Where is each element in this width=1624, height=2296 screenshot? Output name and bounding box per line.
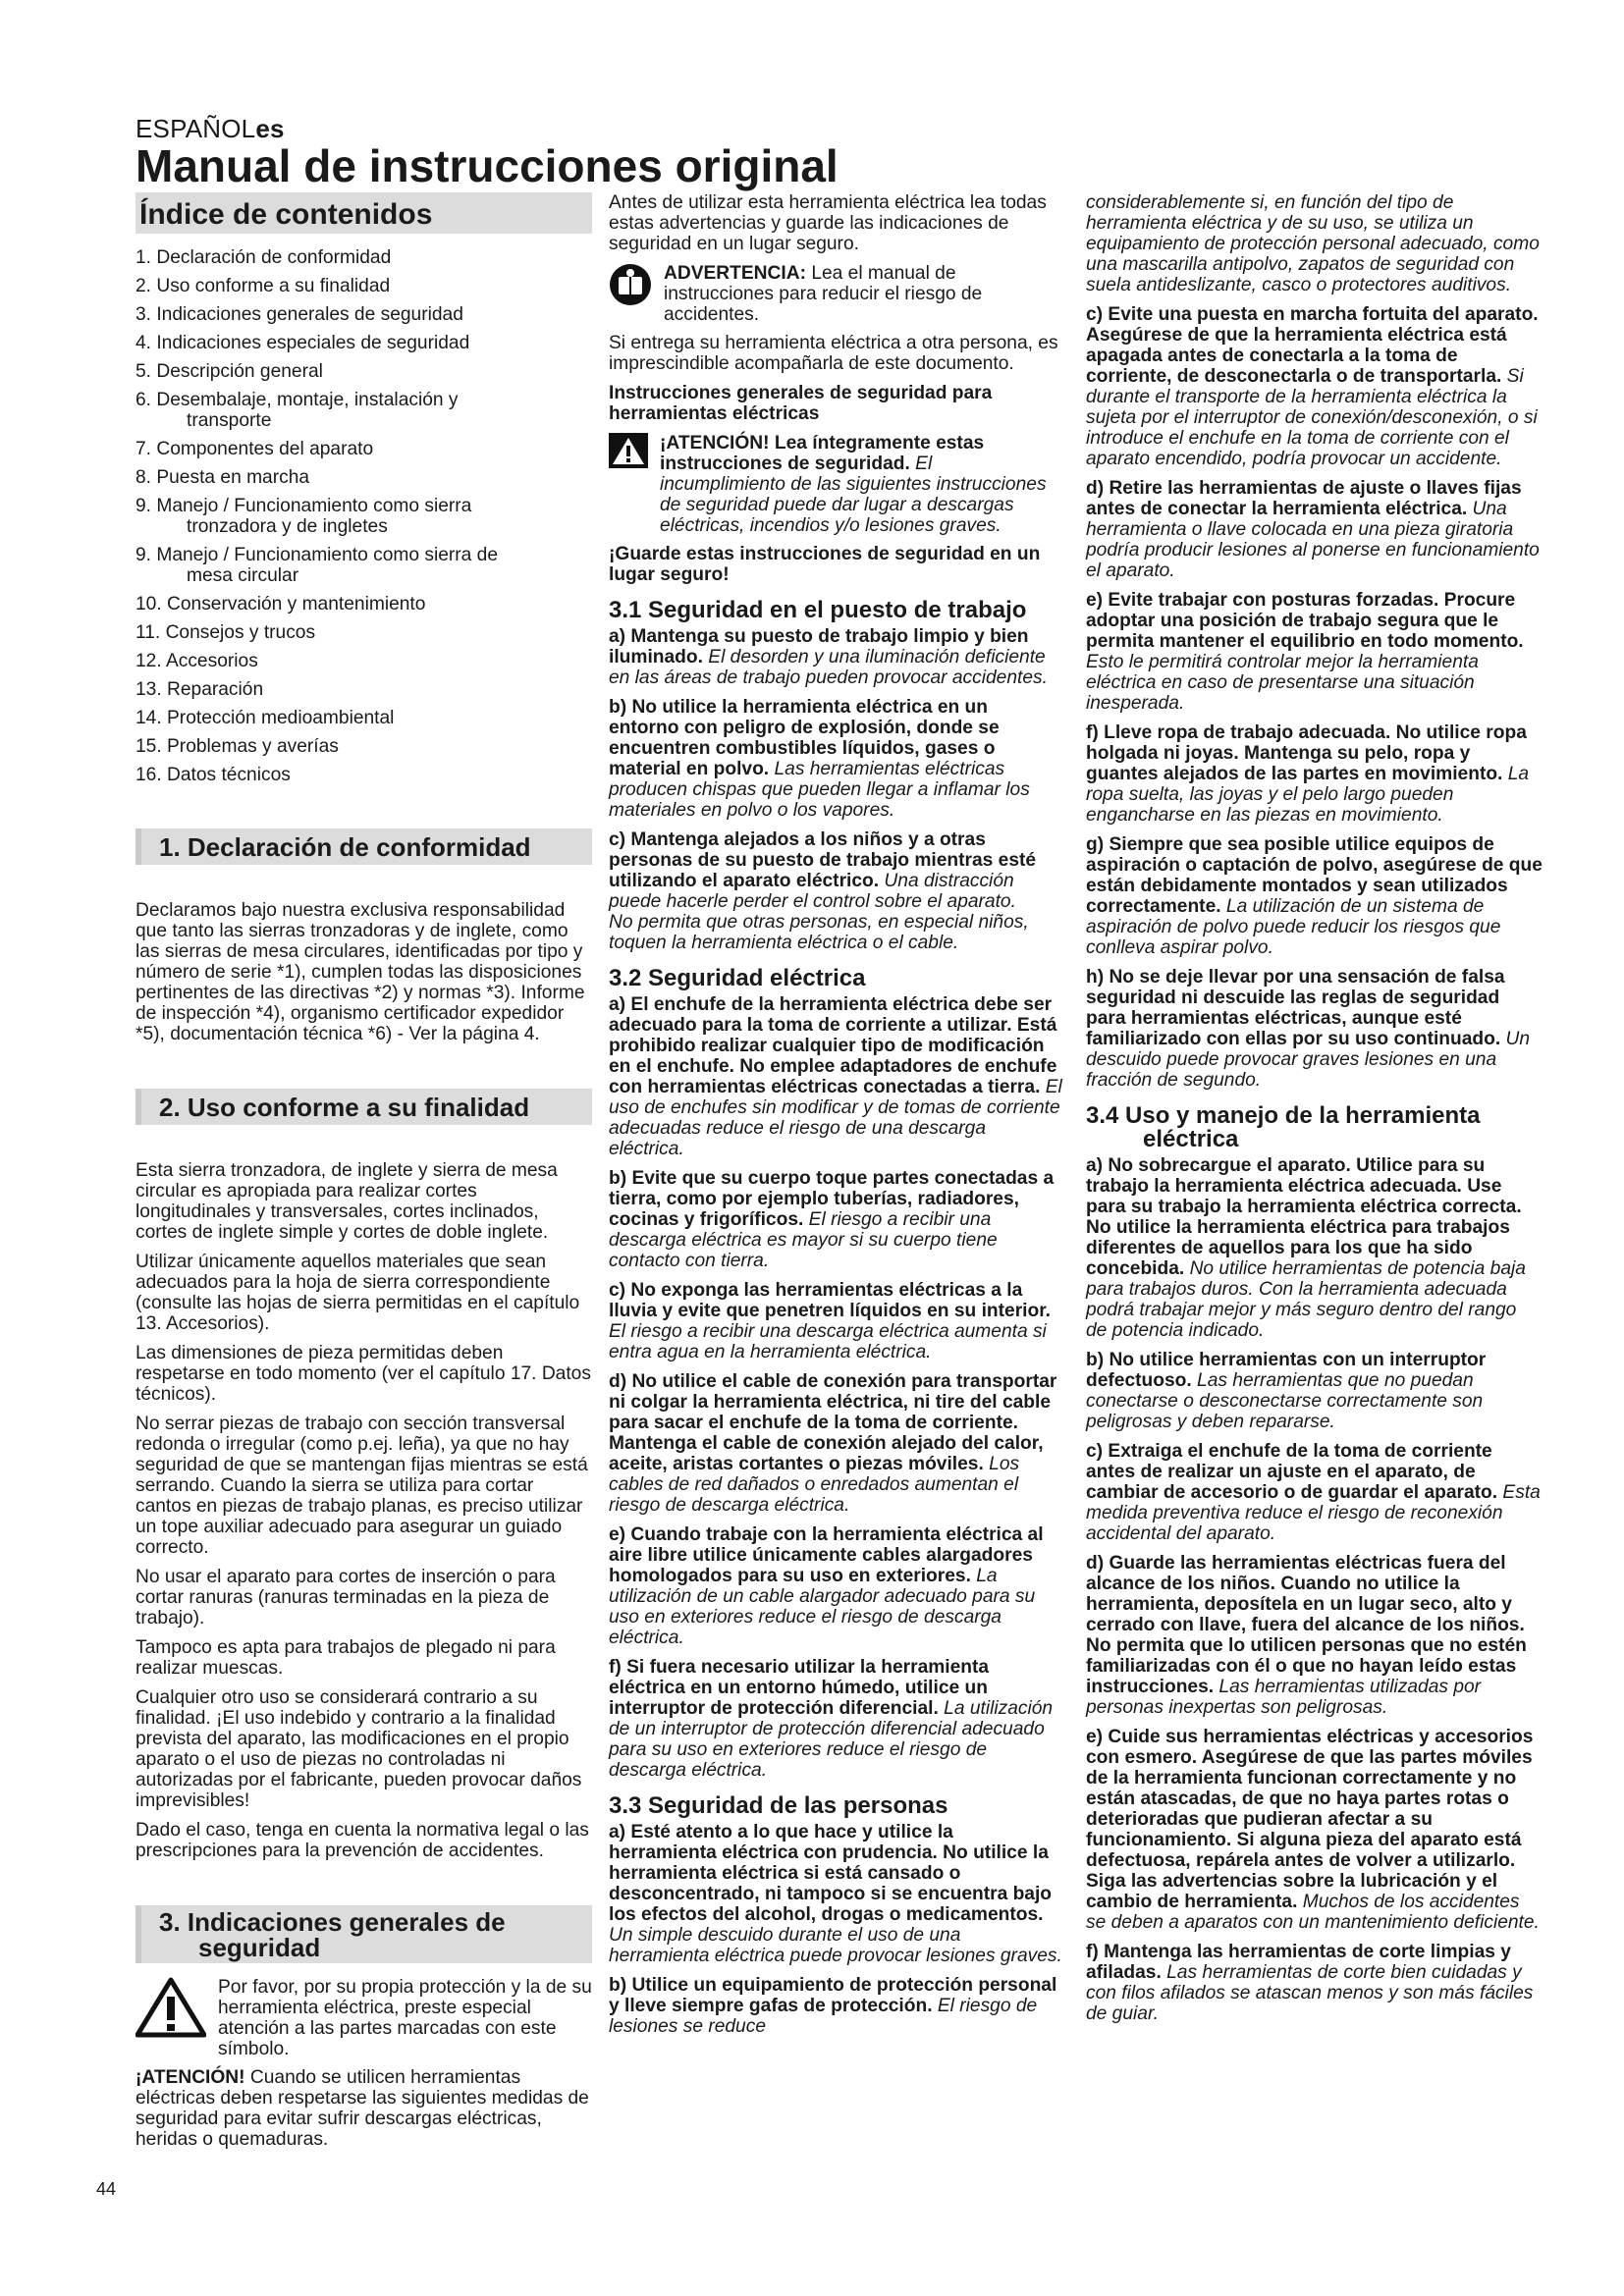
rule-paragraph: e) Evite trabajar con posturas forzadas. Procure adoptar una posición de trabajo segura que le permita mantener el equilibrio en todo momento. Esto le permitirá controlar mejor la herramienta eléctrica en caso de presentarse una situación inesperada.	[1086, 590, 1524, 714]
section-3-4-heading: 3.4 Uso y manejo de la herramienta eléctrica	[1086, 1102, 1481, 1152]
toc-item: 7. Componentes del aparato	[135, 439, 374, 459]
toc-item: 9. Manejo / Funcionamiento como sierra de mesa circular	[135, 545, 499, 586]
page-title: Manual de instrucciones original	[135, 140, 839, 191]
continuation-text: considerablemente si, en función del tipo de herramienta eléctrica y de su uso, se utiliza un equipamiento de protección personal adecuado, como una mascarilla antipolvo, zapatos de seguridad con suela antideslizante, casco o protectores auditivos.	[1086, 192, 1540, 295]
toc-item: 1. Declaración de conformidad	[135, 247, 392, 268]
section-1-text: Declaramos bajo nuestra exclusiva responsabilidad que tanto las sierras tronzadoras y de inglete, como las sierras de mesa circulares, identificadas por tipo y número de serie *1), cumplen todas las disposiciones pertinentes de las directivas *2) y normas *3). Informe de inspección *4), organismo certificador expedidor *5), documentación técnica *6) - Ver la página 4.	[135, 900, 585, 1044]
rule-paragraph: c) Evite una puesta en marcha fortuita del aparato. Asegúrese de que la herramienta eléctrica está apagada antes de conectarla a la toma de corriente, de desconectarla o de transportarla. Si durante el transporte de la herramienta eléctrica la sujeta por el interruptor de conexión/desconexión, o si introduce el enchufe en la toma de corriente con el aparato encendido, podría provocar un accidente.	[1086, 304, 1539, 469]
toc-item: 5. Descripción general	[135, 361, 323, 382]
rule-paragraph: b) Utilice un equipamiento de protección personal y lleve siempre gafas de protección. El riesgo de lesiones se reduce	[609, 1975, 1057, 2037]
rule-paragraph: f) Si fuera necesario utilizar la herramienta eléctrica en un entorno húmedo, utilice un interruptor de protección diferencial. La utilización de un interruptor de protección diferencial adecuado para su uso en exteriores reduce el riesgo de descarga eléctrica.	[609, 1657, 1054, 1781]
section-3-heading: 3. Indicaciones generales de seguridad	[135, 1905, 592, 1963]
advertencia-text: ADVERTENCIA: Lea el manual de instrucciones para reducir el riesgo de accidentes.	[664, 263, 983, 325]
rule-paragraph: h) No se deje llevar por una sensación de falsa seguridad ni descuide las reglas de seguridad para herramientas eléctricas, aunque esté familiarizado con ellas por su uso continuado. Un descuido puede provocar graves lesiones en una fracción de segundo.	[1086, 967, 1531, 1091]
section-2-paragraph: No serrar piezas de trabajo con sección transversal redonda o irregular (como p.ej. leña), ya que no hay seguridad de que se mantengan fijas mientras se está serrando. Cuando la sierra se utiliza para cortar cantos en piezas de trabajo planas, es preciso utilizar un tope auxiliar adecuado para asegurar un guiado correcto.	[135, 1414, 588, 1558]
section-3-1-heading: 3.1 Seguridad en el puesto de trabajo	[609, 597, 1027, 623]
rule-paragraph: d) No utilice el cable de conexión para transportar ni colgar la herramienta eléctrica, ni tire del cable para sacar el enchufe de la toma de corriente. Mantenga el cable de conexión alejado del calor, aceite, aristas cortantes o piezas móviles. Los cables de red dañados o enredados aumentan el riesgo de descarga eléctrica.	[609, 1371, 1057, 1516]
toc-item: 15. Problemas y averías	[135, 736, 339, 757]
toc-item: 11. Consejos y trucos	[135, 622, 316, 643]
warning-triangle-icon	[609, 433, 648, 468]
rule-paragraph: e) Cuide sus herramientas eléctricas y accesorios con esmero. Asegúrese de que las partes móviles de la herramienta funcionan correctamente y no están atascadas, de que no haya partes rotas o deterioradas que pudieran afectar a su funcionamiento. Si alguna pieza del aparato está defectuosa, repárela antes de volver a utilizarlo. Siga las advertencias sobre la lubricación y el cambio de herramienta. Muchos de los accidentes se deben a aparatos con un mantenimiento deficiente.	[1086, 1727, 1540, 1933]
atencion-paragraph: ¡ATENCIÓN! Cuando se utilicen herramientas eléctricas deben respetarse las siguientes medidas de seguridad para evitar sufrir descargas eléctricas, heridas o quemaduras.	[135, 2067, 589, 2150]
advertencia-note	[609, 263, 1062, 325]
toc-item: 13. Reparación	[135, 679, 264, 700]
rule-paragraph: c) Extraiga el enchufe de la toma de corriente antes de realizar un ajuste en el aparato, de cambiar de accesorio o de guardar el aparato. Esta medida preventiva reduce el riesgo de reconexión accidental del aparato.	[1086, 1441, 1541, 1544]
warning-note	[135, 1977, 592, 2059]
table-of-contents	[135, 247, 592, 785]
warning-triangle-icon	[135, 1977, 206, 2038]
section-2-paragraph: Esta sierra tronzadora, de inglete y sierra de mesa circular es apropiada para realizar cortes longitudinales y transversales, cortes inclinados, cortes de inglete simple y cortes de doble inglete.	[135, 1160, 558, 1243]
rule-paragraph: a) Esté atento a lo que hace y utilice la herramienta eléctrica con prudencia. No utilice la herramienta eléctrica si está cansado o desconcentrado, ni tampoco si se encuentra bajo los efectos del alcohol, drogas o medicamentos. Un simple descuido durante el uso de una herramienta eléctrica puede provocar lesiones graves.	[609, 1822, 1062, 1966]
section-2-paragraph: No usar el aparato para cortes de inserción o para cortar ranuras (ranuras terminadas en la pieza de trabajo).	[135, 1567, 556, 1629]
intro-text: Antes de utilizar esta herramienta eléctrica lea todas estas advertencias y guarde las indicaciones de seguridad en un lugar seguro.	[609, 192, 1047, 254]
toc-item: 10. Conservación y mantenimiento	[135, 594, 426, 614]
section-2-paragraph: Cualquier otro uso se considerará contrario a su finalidad. ¡El uso indebido y contrario a la finalidad prevista del aparato, las modificaciones en el propio aparato o el uso de piezas no controladas ni autorizadas por el fabricante, pueden provocar daños imprevisibles!	[135, 1687, 582, 1811]
toc-item: 16. Datos técnicos	[135, 765, 291, 785]
entrega-text: Si entrega su herramienta eléctrica a otra persona, es imprescindible acompañarla de este documento.	[609, 333, 1058, 374]
toc-item: 12. Accesorios	[135, 651, 258, 671]
toc-item: 4. Indicaciones especiales de seguridad	[135, 333, 470, 353]
toc-item: 14. Protección medioambiental	[135, 708, 395, 728]
section-2-heading: 2. Uso conforme a su finalidad	[135, 1089, 592, 1125]
atencion-note-text: ¡ATENCIÓN! Lea íntegramente estas instrucciones de seguridad. El incumplimiento de las siguientes instrucciones de seguridad puede dar lugar a descargas eléctricas, incendios y/o lesiones graves.	[660, 433, 1047, 536]
rule-paragraph: b) No utilice herramientas con un interruptor defectuoso. Las herramientas que no puedan conectarse o desconectarse correctamente son peligrosas y deben repararse.	[1086, 1350, 1487, 1432]
toc-item: 2. Uso conforme a su finalidad	[135, 276, 391, 296]
section-2-paragraph: Utilizar únicamente aquellos materiales que sean adecuados para la hoja de sierra correspondiente (consulte las hojas de sierra permitidas en el capítulo 13. Accesorios).	[135, 1252, 580, 1334]
read-manual-icon	[609, 263, 652, 306]
rule-paragraph: c) Mantenga alejados a los niños y a otras personas de su puesto de trabajo mientras esté utilizando el aparato eléctrico. Una distracción puede hacerle perder el control sobre el aparato. No permita que otras personas, en especial niños, toquen la herramienta eléctrica o el cable.	[609, 829, 1037, 953]
toc-item: 6. Desembalaje, montaje, instalación y transporte	[135, 390, 459, 431]
section-2-paragraph: Las dimensiones de pieza permitidas deben respetarse en todo momento (ver el capítulo 17. Datos técnicos).	[135, 1343, 591, 1405]
section-3-2-heading: 3.2 Seguridad eléctrica	[609, 965, 866, 991]
section-2-paragraph: Dado el caso, tenga en cuenta la normativa legal o las prescripciones para la prevención de accidentes.	[135, 1820, 589, 1861]
rule-paragraph: d) Retire las herramientas de ajuste o llaves fijas antes de conectar la herramienta eléctrica. Una herramienta o llave colocada en una pieza giratoria podría producir lesiones al ponerse en funcionamiento el aparato.	[1086, 478, 1540, 581]
rule-paragraph: b) Evite que su cuerpo toque partes conectadas a tierra, como por ejemplo tuberías, radiadores, cocinas y frigoríficos. El riesgo a recibir una descarga eléctrica es mayor si su cuerpo tiene contacto con tierra.	[609, 1168, 1055, 1271]
rule-paragraph: a) El enchufe de la herramienta eléctrica debe ser adecuado para la toma de corriente a utilizar. Está prohibido realizar cualquier tipo de modificación en el enchufe. No emplee adaptadores de enchufe con herramientas eléctricas conectadas a tierra. El uso de enchufes sin modificar y de tomas de corriente adecuadas reduce el riesgo de una descarga eléctrica.	[609, 994, 1062, 1159]
rule-paragraph: a) Mantenga su puesto de trabajo limpio y bien iluminado. El desorden y una iluminación deficiente en las áreas de trabajo pueden provocar accidentes.	[609, 626, 1048, 688]
toc-item: 3. Indicaciones generales de seguridad	[135, 304, 463, 325]
rule-paragraph: f) Lleve ropa de trabajo adecuada. No utilice ropa holgada ni joyas. Mantenga su pelo, ropa y guantes alejados de las partes en movimiento. La ropa suelta, las joyas y el pelo largo pueden engancharse en las piezas en movimiento.	[1086, 722, 1530, 826]
general-safety-heading: Instrucciones generales de seguridad para herramientas eléctricas	[609, 383, 993, 424]
page-number: 44	[96, 2179, 117, 2199]
toc-heading: Índice de contenidos	[135, 192, 592, 234]
language-label: ESPAÑOLes	[135, 114, 285, 143]
guarde-text: ¡Guarde estas instrucciones de seguridad en un lugar seguro!	[609, 544, 1041, 585]
rule-paragraph: f) Mantenga las herramientas de corte limpias y afiladas. Las herramientas de corte bien cuidadas y con filos afilados se atascan menos y son más fáciles de guiar.	[1086, 1942, 1534, 2024]
section-1-heading: 1. Declaración de conformidad	[135, 828, 592, 865]
section-2-paragraph: Tampoco es apta para trabajos de plegado ni para realizar muescas.	[135, 1637, 556, 1679]
column-3	[1086, 192, 1543, 2033]
column-1	[135, 192, 592, 2159]
column-2	[609, 192, 1062, 2046]
rule-paragraph: a) No sobrecargue el aparato. Utilice para su trabajo la herramienta eléctrica adecuada. Use para su trabajo la herramienta eléctrica correcta. No utilice la herramienta eléctrica para trabajos diferentes de aquellos para los que ha sido concebida. No utilice herramientas de potencia baja para trabajos duros. Con la herramienta adecuada podrá trabajar mejor y más seguro dentro del rango de potencia indicado.	[1086, 1155, 1526, 1341]
rule-paragraph: e) Cuando trabaje con la herramienta eléctrica al aire libre utilice únicamente cables alargadores homologados para su uso en exteriores. La utilización de un cable alargador adecuado para su uso en exteriores reduce el riesgo de descarga eléctrica.	[609, 1524, 1044, 1648]
toc-item: 9. Manejo / Funcionamiento como sierra tronzadora y de ingletes	[135, 496, 472, 537]
rule-paragraph: d) Guarde las herramientas eléctricas fuera del alcance de los niños. Cuando no utilice la herramienta, deposítela en un lugar seco, alto y cerrado con llave, fuera del alcance de los niños. No permita que lo utilicen personas que no estén familiarizadas con él o que no hayan leído estas instrucciones. Las herramientas utilizadas por personas inexpertas son peligrosas.	[1086, 1553, 1527, 1718]
rule-paragraph: g) Siempre que sea posible utilice equipos de aspiración o captación de polvo, asegúrese de que están debidamente montados y sean utilizados correctamente. La utilización de un sistema de aspiración de polvo puede reducir los riesgos que conlleva aspirar polvo.	[1086, 834, 1543, 958]
rule-paragraph: b) No utilice la herramienta eléctrica en un entorno con peligro de explosión, donde se encuentren combustibles líquidos, gases o material en polvo. Las herramientas eléctricas producen chispas que pueden llegar a inflamar los materiales en polvo o los vapores.	[609, 697, 1030, 821]
warning-note-text: Por favor, por su propia protección y la de su herramienta eléctrica, preste especial atención a las partes marcadas con este símbolo.	[218, 1977, 592, 2059]
rule-paragraph: c) No exponga las herramientas eléctricas a la lluvia y evite que penetren líquidos en su interior. El riesgo a recibir una descarga eléctrica aumenta si entra agua en la herramienta eléctrica.	[609, 1280, 1051, 1362]
section-3-3-heading: 3.3 Seguridad de las personas	[609, 1792, 948, 1819]
atencion-note	[609, 433, 1062, 536]
toc-item: 8. Puesta en marcha	[135, 467, 310, 488]
